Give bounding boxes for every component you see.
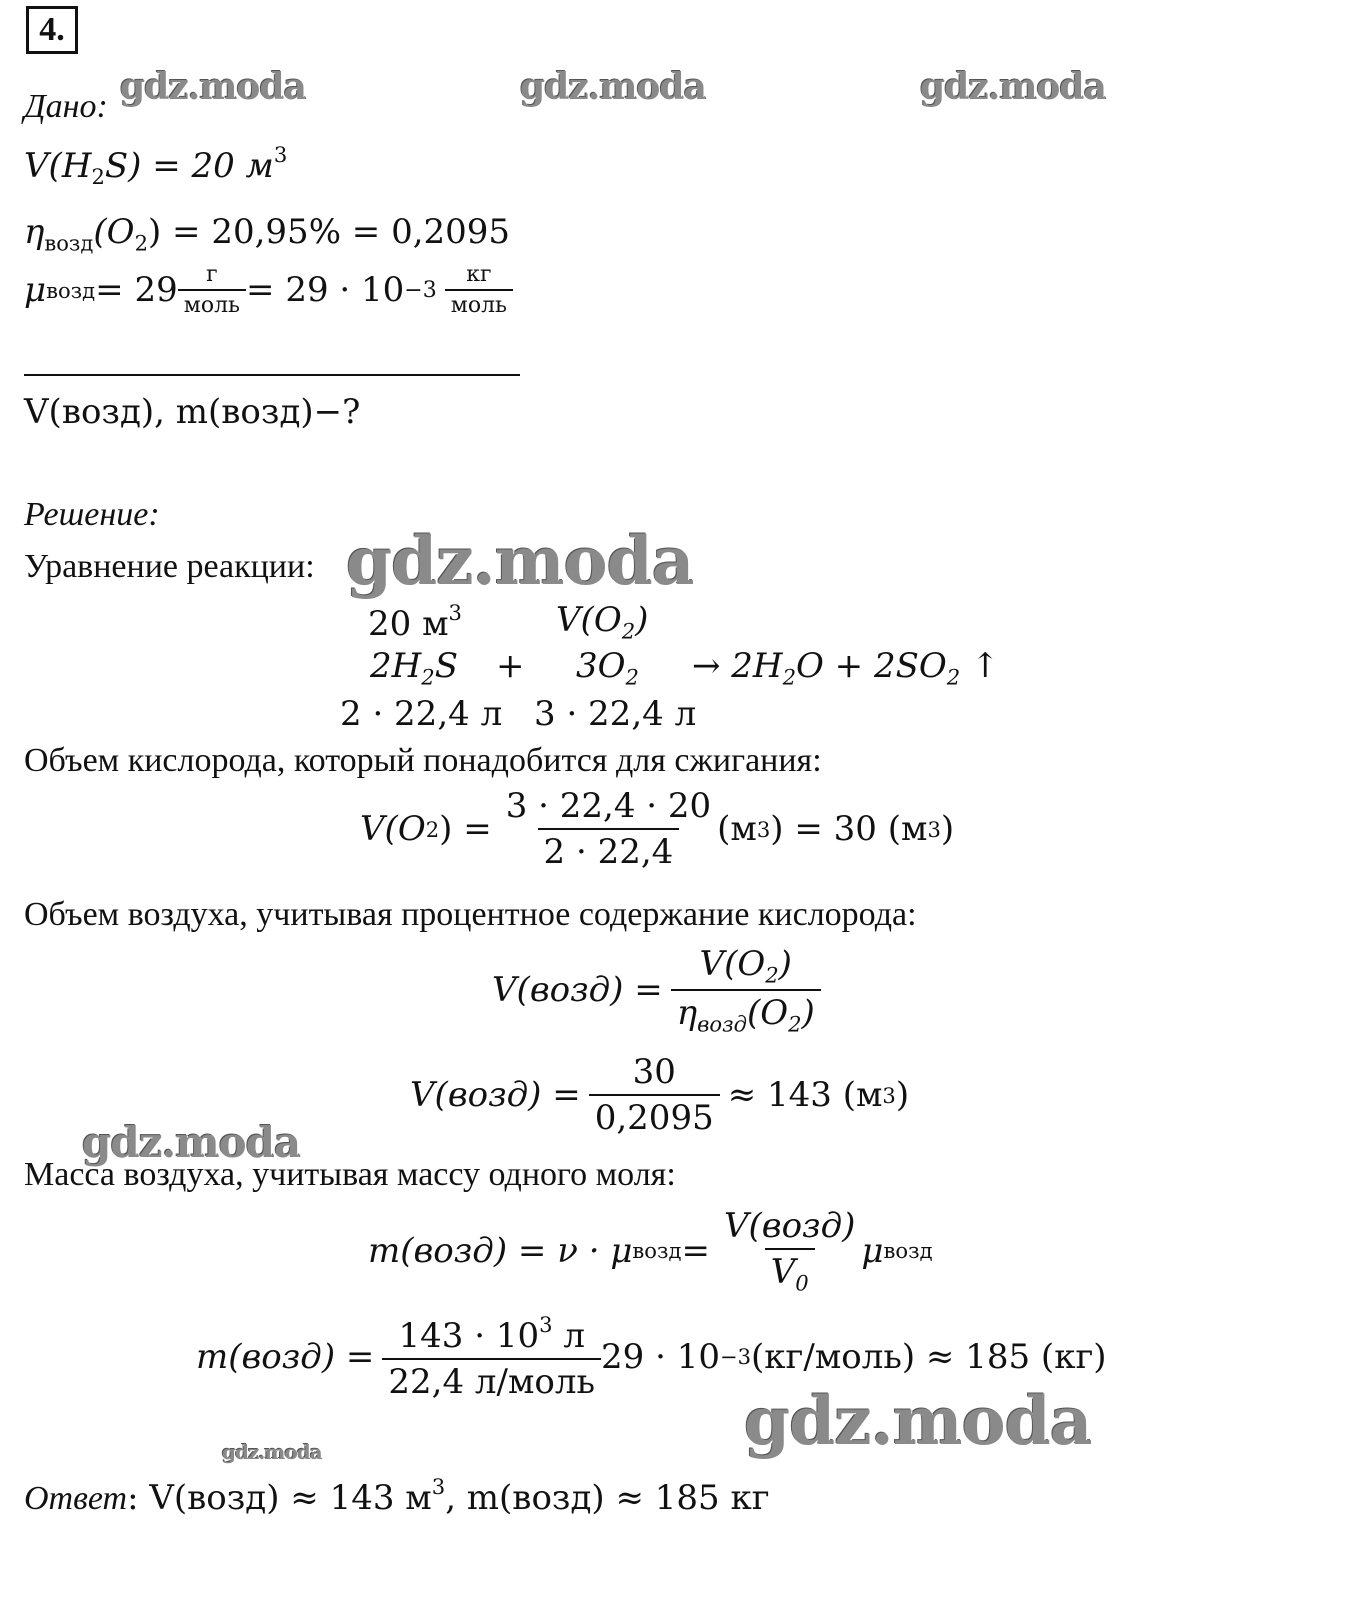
- watermark-1: gdz.moda: [120, 66, 306, 108]
- fraction-air-moles: $\frac{\text{V(возд)}}{V_0}$: [723, 1206, 856, 1296]
- solution-heading: Решение:: [24, 496, 160, 533]
- air-text: Объем воздуха, учитывая процентное содержание кислорода:: [24, 896, 917, 933]
- mass-text: Масса воздуха, учитывая массу одного моля:: [24, 1156, 676, 1193]
- fraction-air-volume-numeric: $\frac{30}{0,2095}$: [589, 1052, 720, 1138]
- air-equation-numeric: V(возд) = $\frac{30}{0,2095}$ ≈ 143 (м 3 ): [410, 1052, 910, 1138]
- fraction-g-per-mol: $\frac{г}{\text{моль}}$: [178, 262, 246, 318]
- task-number: 4.: [26, 6, 78, 54]
- watermark-5: gdz.moda: [82, 1118, 301, 1167]
- reaction-below-right: 3 · 22,4 л: [534, 694, 697, 734]
- given-line-oxygen-fraction: $\eta_{возд}(O_2) = 20,95\% = 0,2095$: [24, 212, 511, 256]
- fraction-air-volume-general: $\frac{V(O_2)}{\eta_{возд}(O_2)}$: [671, 944, 821, 1037]
- reaction-label: Уравнение реакции:: [24, 548, 315, 585]
- oxygen-equation: V(O 2 ) = $\frac{3 \cdot 22,4 \cdot 20}{2 \cdot 22,4}$ (м 3 ) = 30 (м 3 ): [360, 786, 955, 872]
- fraction-kg-per-mol: $\frac{кг}{\text{моль}}$: [445, 262, 513, 318]
- mass-equation-numeric: m(возд) = $\frac{143 \cdot 10^3 л}{\text{22,4 л/моль}}$ 29 · 10 −3 (кг/моль) ≈ 185 (кг): [196, 1312, 1107, 1402]
- given-line-molar-mass: μ возд = 29 $\frac{г}{\text{моль}}$ = 29 · 10 −3 $\frac{кг}{\text{моль}}$: [24, 262, 513, 318]
- reaction-above-left: 20 $м^3$: [368, 600, 462, 644]
- reaction-products: → $2H_2O + 2SO_2$ ↑: [692, 646, 1000, 690]
- reaction-reactant-o2: $3O_2$: [576, 646, 639, 690]
- watermark-2: gdz.moda: [520, 66, 706, 108]
- find-line: V(возд), m(возд)−?: [24, 392, 361, 432]
- reaction-plus: +: [496, 646, 525, 686]
- answer-line: Ответ: V(возд) ≈ 143 $м^3$, m(возд) ≈ 185 кг: [24, 1474, 770, 1518]
- fraction-oxygen-volume: $\frac{3 \cdot 22,4 \cdot 20}{2 \cdot 22,4}$: [505, 786, 712, 872]
- watermark-6: gdz.moda: [744, 1382, 1092, 1460]
- watermark-4: gdz.moda: [346, 522, 694, 600]
- mass-equation-general: m(возд) = ν · μ возд = $\frac{\text{V(возд)}}{V_0}$ μ возд: [368, 1206, 933, 1296]
- oxygen-text: Объем кислорода, который понадобится для сжигания:: [24, 742, 822, 779]
- air-equation-general: V(возд) = $\frac{V(O_2)}{\eta_{возд}(O_2)}$: [492, 944, 821, 1037]
- reaction-below-left: 2 · 22,4 л: [340, 694, 503, 734]
- watermark-7: gdz.moda: [222, 1440, 322, 1464]
- given-heading: Дано:: [24, 88, 108, 125]
- given-divider: [24, 374, 520, 376]
- fraction-air-mass: $\frac{143 \cdot 10^3 л}{\text{22,4 л/моль}}$: [382, 1312, 601, 1402]
- given-line-volume-h2s: $V(H_2S) = 20$ $м^3$: [24, 142, 288, 190]
- reaction-reactant-h2s: $2H_2S$: [370, 646, 459, 690]
- reaction-above-right: $V(O_2)$: [556, 600, 649, 644]
- watermark-3: gdz.moda: [920, 66, 1106, 108]
